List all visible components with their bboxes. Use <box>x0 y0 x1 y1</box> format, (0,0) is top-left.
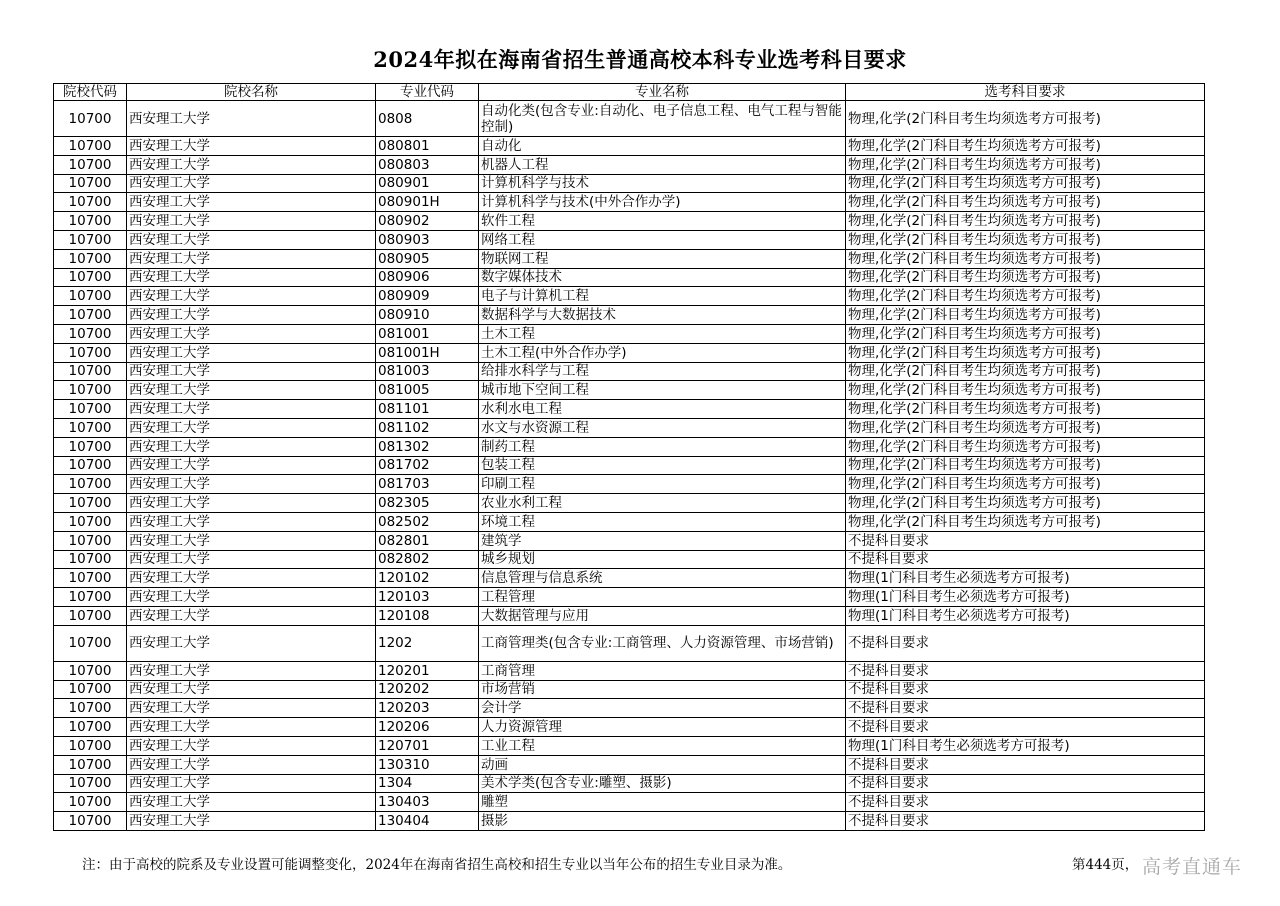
cell-subject-requirement: 物理(1门科目考生必须选考方可报考) <box>846 736 1205 755</box>
cell-subject-requirement: 物理,化学(2门科目考生均须选考方可报考) <box>846 475 1205 494</box>
table-row <box>54 588 1205 607</box>
cell-major-code: 082801 <box>376 531 479 550</box>
cell-school-name: 西安理工大学 <box>127 400 376 419</box>
cell-major-code: 0808 <box>376 101 479 137</box>
table-row <box>54 287 1205 306</box>
cell-subject-requirement: 物理,化学(2门科目考生均须选考方可报考) <box>846 101 1205 137</box>
cell-major-name: 工程管理 <box>479 588 846 607</box>
cell-school-name: 西安理工大学 <box>127 494 376 513</box>
cell-major-code: 080905 <box>376 249 479 268</box>
cell-school-name: 西安理工大学 <box>127 287 376 306</box>
cell-school-name: 西安理工大学 <box>127 230 376 249</box>
cell-school-code: 10700 <box>54 437 127 456</box>
cell-major-name: 土木工程(中外合作办学) <box>479 343 846 362</box>
cell-school-name: 西安理工大学 <box>127 550 376 569</box>
cell-school-name: 西安理工大学 <box>127 437 376 456</box>
cell-subject-requirement: 物理,化学(2门科目考生均须选考方可报考) <box>846 155 1205 174</box>
cell-school-code: 10700 <box>54 475 127 494</box>
cell-major-code: 081302 <box>376 437 479 456</box>
cell-subject-requirement: 不提科目要求 <box>846 793 1205 812</box>
cell-school-code: 10700 <box>54 569 127 588</box>
cell-major-name: 给排水科学与工程 <box>479 362 846 381</box>
table-row <box>54 550 1205 569</box>
cell-major-name: 大数据管理与应用 <box>479 606 846 625</box>
cell-school-name: 西安理工大学 <box>127 699 376 718</box>
cell-subject-requirement: 不提科目要求 <box>846 774 1205 793</box>
cell-major-name: 土木工程 <box>479 324 846 343</box>
cell-school-code: 10700 <box>54 101 127 137</box>
cell-major-code: 082802 <box>376 550 479 569</box>
cell-major-name: 计算机科学与技术(中外合作办学) <box>479 193 846 212</box>
cell-major-code: 080910 <box>376 306 479 325</box>
cell-school-name: 西安理工大学 <box>127 306 376 325</box>
cell-major-code: 080901 <box>376 174 479 193</box>
cell-subject-requirement: 物理,化学(2门科目考生均须选考方可报考) <box>846 306 1205 325</box>
table-row <box>54 362 1205 381</box>
cell-major-code: 130404 <box>376 812 479 831</box>
cell-school-name: 西安理工大学 <box>127 475 376 494</box>
table-row <box>54 400 1205 419</box>
cell-subject-requirement: 物理,化学(2门科目考生均须选考方可报考) <box>846 437 1205 456</box>
cell-subject-requirement: 不提科目要求 <box>846 625 1205 661</box>
cell-subject-requirement: 物理,化学(2门科目考生均须选考方可报考) <box>846 174 1205 193</box>
cell-school-name: 西安理工大学 <box>127 680 376 699</box>
table-row <box>54 268 1205 287</box>
cell-school-code: 10700 <box>54 137 127 156</box>
cell-major-name: 建筑学 <box>479 531 846 550</box>
cell-major-code: 120103 <box>376 588 479 607</box>
table-row <box>54 718 1205 737</box>
header-major-name: 专业名称 <box>479 84 846 101</box>
cell-major-code: 130310 <box>376 755 479 774</box>
cell-school-name: 西安理工大学 <box>127 268 376 287</box>
cell-major-code: 080903 <box>376 230 479 249</box>
cell-school-name: 西安理工大学 <box>127 718 376 737</box>
header-subject-requirement: 选考科目要求 <box>846 84 1205 101</box>
cell-major-code: 120203 <box>376 699 479 718</box>
cell-school-code: 10700 <box>54 736 127 755</box>
cell-school-code: 10700 <box>54 680 127 699</box>
cell-major-code: 081102 <box>376 418 479 437</box>
cell-school-name: 西安理工大学 <box>127 774 376 793</box>
cell-subject-requirement: 不提科目要求 <box>846 531 1205 550</box>
cell-major-name: 计算机科学与技术 <box>479 174 846 193</box>
cell-school-code: 10700 <box>54 381 127 400</box>
cell-major-code: 120206 <box>376 718 479 737</box>
cell-major-name: 城市地下空间工程 <box>479 381 846 400</box>
table-row <box>54 418 1205 437</box>
cell-school-code: 10700 <box>54 418 127 437</box>
cell-school-name: 西安理工大学 <box>127 137 376 156</box>
cell-subject-requirement: 物理,化学(2门科目考生均须选考方可报考) <box>846 418 1205 437</box>
cell-subject-requirement: 物理,化学(2门科目考生均须选考方可报考) <box>846 324 1205 343</box>
cell-school-name: 西安理工大学 <box>127 362 376 381</box>
table-row <box>54 155 1205 174</box>
cell-major-code: 081101 <box>376 400 479 419</box>
table-row <box>54 456 1205 475</box>
table-row <box>54 531 1205 550</box>
cell-major-name: 人力资源管理 <box>479 718 846 737</box>
cell-subject-requirement: 物理,化学(2门科目考生均须选考方可报考) <box>846 381 1205 400</box>
cell-subject-requirement: 物理,化学(2门科目考生均须选考方可报考) <box>846 362 1205 381</box>
cell-major-name: 水文与水资源工程 <box>479 418 846 437</box>
cell-major-code: 080901H <box>376 193 479 212</box>
cell-subject-requirement: 物理,化学(2门科目考生均须选考方可报考) <box>846 137 1205 156</box>
cell-major-name: 印刷工程 <box>479 475 846 494</box>
cell-school-code: 10700 <box>54 606 127 625</box>
cell-major-name: 信息管理与信息系统 <box>479 569 846 588</box>
cell-school-code: 10700 <box>54 793 127 812</box>
cell-major-name: 市场营销 <box>479 680 846 699</box>
cell-school-code: 10700 <box>54 494 127 513</box>
cell-school-code: 10700 <box>54 343 127 362</box>
table-row <box>54 475 1205 494</box>
cell-subject-requirement: 不提科目要求 <box>846 661 1205 680</box>
cell-school-code: 10700 <box>54 362 127 381</box>
table-row <box>54 569 1205 588</box>
table-row <box>54 324 1205 343</box>
cell-subject-requirement: 不提科目要求 <box>846 718 1205 737</box>
cell-school-name: 西安理工大学 <box>127 456 376 475</box>
cell-school-name: 西安理工大学 <box>127 324 376 343</box>
header-major-code: 专业代码 <box>376 84 479 101</box>
cell-school-code: 10700 <box>54 625 127 661</box>
cell-subject-requirement: 物理,化学(2门科目考生均须选考方可报考) <box>846 512 1205 531</box>
cell-subject-requirement: 物理,化学(2门科目考生均须选考方可报考) <box>846 230 1205 249</box>
cell-major-name: 工商管理类(包含专业:工商管理、人力资源管理、市场营销) <box>479 625 846 661</box>
cell-major-code: 1202 <box>376 625 479 661</box>
cell-school-code: 10700 <box>54 249 127 268</box>
table-row <box>54 343 1205 362</box>
cell-major-name: 动画 <box>479 755 846 774</box>
cell-school-name: 西安理工大学 <box>127 212 376 231</box>
cell-school-code: 10700 <box>54 456 127 475</box>
cell-school-code: 10700 <box>54 531 127 550</box>
cell-school-code: 10700 <box>54 661 127 680</box>
cell-school-name: 西安理工大学 <box>127 512 376 531</box>
table-row <box>54 774 1205 793</box>
table-row <box>54 230 1205 249</box>
cell-subject-requirement: 物理,化学(2门科目考生均须选考方可报考) <box>846 249 1205 268</box>
cell-school-name: 西安理工大学 <box>127 381 376 400</box>
cell-school-name: 西安理工大学 <box>127 343 376 362</box>
cell-major-code: 081001H <box>376 343 479 362</box>
cell-school-code: 10700 <box>54 306 127 325</box>
cell-major-code: 080909 <box>376 287 479 306</box>
cell-major-name: 包装工程 <box>479 456 846 475</box>
cell-major-code: 120701 <box>376 736 479 755</box>
cell-school-name: 西安理工大学 <box>127 569 376 588</box>
cell-major-name: 电子与计算机工程 <box>479 287 846 306</box>
cell-major-code: 081005 <box>376 381 479 400</box>
cell-subject-requirement: 物理,化学(2门科目考生均须选考方可报考) <box>846 268 1205 287</box>
cell-major-name: 制药工程 <box>479 437 846 456</box>
table-row <box>54 174 1205 193</box>
cell-school-code: 10700 <box>54 287 127 306</box>
table-row <box>54 680 1205 699</box>
table-row <box>54 812 1205 831</box>
header-school-code: 院校代码 <box>54 84 127 101</box>
cell-major-code: 130403 <box>376 793 479 812</box>
cell-major-name: 环境工程 <box>479 512 846 531</box>
table-row <box>54 381 1205 400</box>
cell-school-name: 西安理工大学 <box>127 661 376 680</box>
page-title: 2024年拟在海南省招生普通高校本科专业选考科目要求 <box>373 47 907 72</box>
cell-subject-requirement: 物理,化学(2门科目考生均须选考方可报考) <box>846 400 1205 419</box>
table-row <box>54 306 1205 325</box>
table-row <box>54 212 1205 231</box>
cell-subject-requirement: 物理,化学(2门科目考生均须选考方可报考) <box>846 343 1205 362</box>
table-row <box>54 736 1205 755</box>
cell-school-name: 西安理工大学 <box>127 193 376 212</box>
cell-school-code: 10700 <box>54 268 127 287</box>
cell-school-name: 西安理工大学 <box>127 155 376 174</box>
cell-school-name: 西安理工大学 <box>127 736 376 755</box>
cell-school-name: 西安理工大学 <box>127 531 376 550</box>
cell-subject-requirement: 不提科目要求 <box>846 699 1205 718</box>
table-row <box>54 101 1205 137</box>
cell-school-code: 10700 <box>54 193 127 212</box>
cell-school-name: 西安理工大学 <box>127 606 376 625</box>
cell-school-code: 10700 <box>54 588 127 607</box>
cell-major-code: 080803 <box>376 155 479 174</box>
cell-major-name: 数字媒体技术 <box>479 268 846 287</box>
cell-subject-requirement: 物理,化学(2门科目考生均须选考方可报考) <box>846 193 1205 212</box>
cell-major-name: 城乡规划 <box>479 550 846 569</box>
cell-school-name: 西安理工大学 <box>127 418 376 437</box>
table-header-row <box>54 84 1205 101</box>
table-row <box>54 193 1205 212</box>
cell-school-code: 10700 <box>54 718 127 737</box>
requirements-table <box>53 83 1205 831</box>
cell-subject-requirement: 物理,化学(2门科目考生均须选考方可报考) <box>846 287 1205 306</box>
cell-school-name: 西安理工大学 <box>127 101 376 137</box>
table-row <box>54 699 1205 718</box>
cell-school-code: 10700 <box>54 812 127 831</box>
cell-major-code: 1304 <box>376 774 479 793</box>
cell-subject-requirement: 不提科目要求 <box>846 680 1205 699</box>
table-row <box>54 512 1205 531</box>
cell-school-code: 10700 <box>54 230 127 249</box>
table-row <box>54 606 1205 625</box>
cell-major-code: 080902 <box>376 212 479 231</box>
cell-school-name: 西安理工大学 <box>127 249 376 268</box>
cell-major-code: 120102 <box>376 569 479 588</box>
cell-major-name: 网络工程 <box>479 230 846 249</box>
cell-school-code: 10700 <box>54 699 127 718</box>
cell-major-name: 软件工程 <box>479 212 846 231</box>
cell-major-name: 工商管理 <box>479 661 846 680</box>
cell-major-code: 120201 <box>376 661 479 680</box>
cell-major-code: 082305 <box>376 494 479 513</box>
cell-major-name: 雕塑 <box>479 793 846 812</box>
table-row <box>54 249 1205 268</box>
cell-major-code: 080801 <box>376 137 479 156</box>
cell-major-name: 水利水电工程 <box>479 400 846 419</box>
cell-major-name: 会计学 <box>479 699 846 718</box>
cell-school-code: 10700 <box>54 174 127 193</box>
cell-major-name: 美术学类(包含专业:雕塑、摄影) <box>479 774 846 793</box>
cell-school-code: 10700 <box>54 512 127 531</box>
table-row <box>54 625 1205 661</box>
table-row <box>54 494 1205 513</box>
cell-subject-requirement: 不提科目要求 <box>846 812 1205 831</box>
cell-major-code: 120202 <box>376 680 479 699</box>
cell-major-name: 自动化 <box>479 137 846 156</box>
page-number: 第444页， <box>1072 857 1139 873</box>
cell-school-name: 西安理工大学 <box>127 588 376 607</box>
cell-major-code: 082502 <box>376 512 479 531</box>
cell-major-name: 物联网工程 <box>479 249 846 268</box>
cell-school-name: 西安理工大学 <box>127 174 376 193</box>
cell-major-code: 120108 <box>376 606 479 625</box>
cell-major-code: 081703 <box>376 475 479 494</box>
cell-major-code: 080906 <box>376 268 479 287</box>
cell-major-code: 081702 <box>376 456 479 475</box>
table-row <box>54 793 1205 812</box>
cell-school-code: 10700 <box>54 550 127 569</box>
cell-subject-requirement: 物理(1门科目考生必须选考方可报考) <box>846 569 1205 588</box>
cell-school-code: 10700 <box>54 755 127 774</box>
cell-subject-requirement: 物理,化学(2门科目考生均须选考方可报考) <box>846 456 1205 475</box>
table-row <box>54 661 1205 680</box>
table-row <box>54 437 1205 456</box>
cell-major-name: 机器人工程 <box>479 155 846 174</box>
cell-subject-requirement: 物理(1门科目考生必须选考方可报考) <box>846 588 1205 607</box>
footnote: 注：由于高校的院系及专业设置可能调整变化，2024年在海南省招生高校和招生专业以当年公布的招生专业目录为准。 <box>82 857 792 873</box>
cell-school-code: 10700 <box>54 774 127 793</box>
cell-school-code: 10700 <box>54 155 127 174</box>
table-row <box>54 755 1205 774</box>
cell-school-code: 10700 <box>54 212 127 231</box>
cell-major-name: 数据科学与大数据技术 <box>479 306 846 325</box>
cell-major-code: 081001 <box>376 324 479 343</box>
cell-school-name: 西安理工大学 <box>127 793 376 812</box>
cell-school-name: 西安理工大学 <box>127 812 376 831</box>
cell-school-code: 10700 <box>54 324 127 343</box>
table-row <box>54 137 1205 156</box>
cell-major-code: 081003 <box>376 362 479 381</box>
cell-subject-requirement: 不提科目要求 <box>846 755 1205 774</box>
cell-subject-requirement: 物理(1门科目考生必须选考方可报考) <box>846 606 1205 625</box>
cell-major-name: 摄影 <box>479 812 846 831</box>
cell-major-name: 自动化类(包含专业:自动化、电子信息工程、电气工程与智能控制) <box>479 101 846 137</box>
table-body <box>54 101 1205 831</box>
cell-subject-requirement: 不提科目要求 <box>846 550 1205 569</box>
cell-school-name: 西安理工大学 <box>127 755 376 774</box>
cell-school-name: 西安理工大学 <box>127 625 376 661</box>
cell-major-name: 工业工程 <box>479 736 846 755</box>
header-school-name: 院校名称 <box>127 84 376 101</box>
cell-subject-requirement: 物理,化学(2门科目考生均须选考方可报考) <box>846 212 1205 231</box>
cell-major-name: 农业水利工程 <box>479 494 846 513</box>
watermark: 高考直通车 <box>1142 856 1243 878</box>
cell-subject-requirement: 物理,化学(2门科目考生均须选考方可报考) <box>846 494 1205 513</box>
cell-school-code: 10700 <box>54 400 127 419</box>
